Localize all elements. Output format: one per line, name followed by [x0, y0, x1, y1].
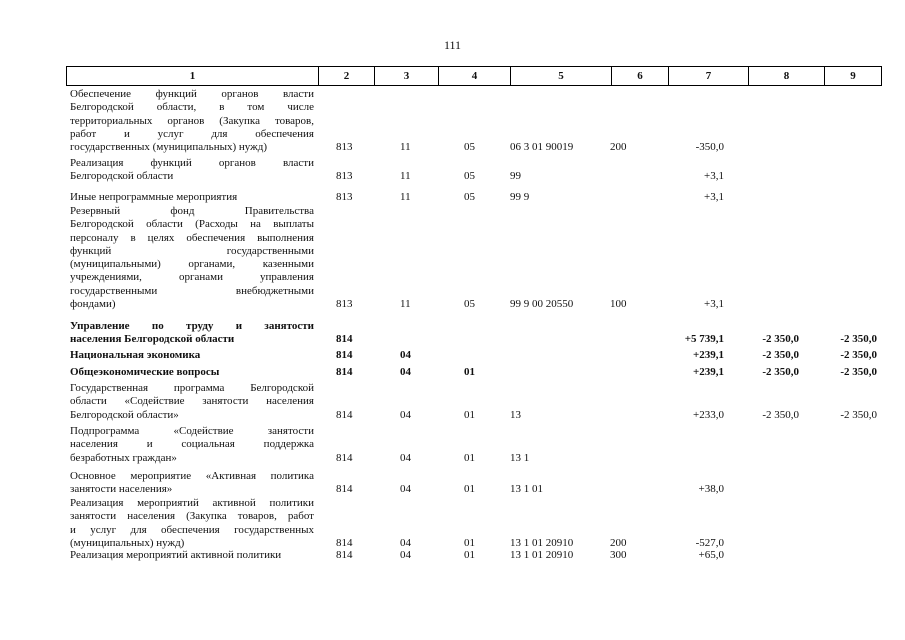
cell-c6: 200	[610, 536, 627, 549]
description-line: (муниципальными) органами, казенными	[70, 258, 314, 271]
cell-c2: 813	[336, 170, 353, 183]
cell-c9: -2 350,0	[840, 333, 877, 346]
description-line: безработных граждан»	[70, 451, 177, 464]
description-line: территориальных органов (Закупка товаров,	[70, 114, 314, 127]
description-line: Белгородской области»	[70, 408, 179, 421]
cell-c6: 100	[610, 298, 627, 311]
cell-c7: +65,0	[698, 549, 724, 561]
cell-c4: 01	[464, 408, 475, 421]
header-col-8: 8	[749, 67, 825, 86]
cell-c4: 01	[464, 483, 475, 496]
cell-c8: -2 350,0	[762, 349, 799, 361]
cell-c6: 300	[610, 549, 627, 561]
cell-c8: -2 350,0	[762, 366, 799, 378]
description-line: функций государственными	[70, 244, 314, 257]
cell-c4: 05	[464, 191, 475, 203]
description-line: Обеспечение функций органов власти	[70, 88, 314, 100]
description-line: государственными внебюджетными	[70, 284, 314, 297]
description-line: Реализация мероприятий активной политики	[70, 549, 282, 561]
cell-c7: +5 739,1	[684, 333, 724, 346]
cell-c8: -2 350,0	[762, 333, 799, 346]
cell-c3: 04	[400, 408, 411, 421]
row-description	[70, 549, 314, 562]
cell-c7: +3,1	[704, 170, 724, 183]
cell-c4: 01	[464, 536, 475, 549]
row-description	[70, 320, 314, 347]
cell-c2: 814	[336, 366, 353, 378]
description-line: работ и услуг для обеспечения	[70, 127, 314, 140]
cell-c5: 13	[510, 408, 521, 421]
description-line: Белгородской области, в том числе	[70, 101, 314, 114]
description-line: занятости населения (Закупка товаров, работ	[70, 510, 314, 523]
row-description	[70, 349, 314, 362]
cell-c8: -2 350,0	[762, 408, 799, 421]
cell-c9: -2 350,0	[840, 366, 877, 378]
cell-c3: 11	[400, 191, 411, 203]
cell-c3: 04	[400, 366, 411, 378]
description-line: Общеэкономические вопросы	[70, 366, 220, 378]
description-line: Резервный фонд Правительства	[70, 205, 314, 217]
cell-c4: 05	[464, 170, 475, 183]
cell-c2: 814	[336, 349, 353, 361]
cell-c7: +38,0	[698, 483, 724, 496]
row-description	[70, 157, 314, 184]
description-line: Реализация мероприятий активной политики	[70, 497, 314, 509]
description-line: Управление по труду и занятости	[70, 320, 314, 332]
description-line: Белгородской области	[70, 170, 174, 183]
description-line: фондами)	[70, 298, 116, 311]
cell-c6: 200	[610, 141, 627, 154]
header-col-2: 2	[319, 67, 375, 86]
cell-c3: 04	[400, 451, 411, 464]
row-description	[70, 88, 314, 154]
header-col-4: 4	[439, 67, 511, 86]
cell-c5: 13 1	[510, 451, 530, 464]
cell-c2: 814	[336, 451, 353, 464]
description-line: Основное мероприятие «Активная политика	[70, 470, 314, 482]
description-line: Государственная программа Белгородской	[70, 382, 314, 394]
cell-c7: +3,1	[704, 191, 724, 203]
cell-c5: 06 3 01 90019	[510, 141, 574, 154]
cell-c7: +239,1	[692, 366, 724, 378]
page-number: 111	[443, 38, 462, 52]
description-line: занятости населения»	[70, 483, 173, 496]
description-line: Белгородской области (Расходы на выплаты	[70, 218, 314, 231]
description-line: Реализация функций органов власти	[70, 157, 314, 169]
header-col-6: 6	[612, 67, 669, 86]
cell-c3: 04	[400, 483, 411, 496]
description-line: Подпрограмма «Содействие занятости	[70, 425, 314, 437]
cell-c3: 11	[400, 141, 411, 154]
description-line: населения и социальная поддержка	[70, 438, 314, 451]
cell-c9: -2 350,0	[840, 408, 877, 421]
cell-c2: 814	[336, 333, 353, 346]
cell-c7: +233,0	[693, 408, 724, 421]
table-header	[66, 66, 882, 86]
description-line: персоналу в целях обеспечения выполнения	[70, 231, 314, 244]
cell-c7: -350,0	[695, 141, 724, 154]
cell-c5: 99 9	[510, 191, 530, 203]
cell-c3: 11	[400, 298, 411, 311]
header-col-3: 3	[375, 67, 439, 86]
cell-c2: 814	[336, 549, 353, 561]
description-line: учреждениями, органами управления	[70, 271, 314, 284]
cell-c7: -527,0	[695, 536, 724, 549]
header-col-7: 7	[669, 67, 749, 86]
cell-c5: 13 1 01 20910	[510, 549, 574, 561]
cell-c3: 11	[400, 170, 411, 183]
cell-c3: 04	[400, 349, 411, 361]
cell-c2: 813	[336, 298, 353, 311]
cell-c5: 99	[510, 170, 521, 183]
cell-c9: -2 350,0	[840, 349, 877, 361]
row-description	[70, 382, 314, 422]
row-description	[70, 205, 314, 311]
cell-c5: 99 9 00 20550	[510, 298, 574, 311]
cell-c4: 05	[464, 298, 475, 311]
cell-c2: 814	[336, 536, 353, 549]
header-col-1: 1	[67, 67, 319, 86]
description-line: (муниципальных) нужд)	[70, 536, 185, 549]
description-line: населения Белгородской области	[70, 333, 235, 346]
cell-c2: 813	[336, 141, 353, 154]
cell-c4: 01	[464, 366, 475, 378]
cell-c2: 813	[336, 191, 353, 203]
row-description	[70, 191, 314, 204]
cell-c4: 05	[464, 141, 475, 154]
cell-c5: 13 1 01	[510, 483, 543, 496]
cell-c3: 04	[400, 536, 411, 549]
row-description	[70, 497, 314, 550]
cell-c4: 01	[464, 451, 475, 464]
cell-c2: 814	[336, 408, 353, 421]
description-line: государственных (муниципальных) нужд)	[70, 141, 267, 154]
row-description	[70, 470, 314, 497]
cell-c4: 01	[464, 549, 475, 561]
header-col-5: 5	[511, 67, 612, 86]
description-line: Национальная экономика	[70, 349, 201, 361]
description-line: Иные непрограммные мероприятия	[70, 191, 238, 203]
description-line: и услуг для обеспечения государственных	[70, 523, 314, 536]
header-col-9: 9	[825, 67, 882, 86]
row-description	[70, 366, 314, 379]
row-description	[70, 425, 314, 465]
cell-c5: 13 1 01 20910	[510, 536, 574, 549]
cell-c3: 04	[400, 549, 411, 561]
cell-c7: +3,1	[704, 298, 724, 311]
cell-c7: +239,1	[692, 349, 724, 361]
description-line: области «Содействие занятости населения	[70, 395, 314, 408]
cell-c2: 814	[336, 483, 353, 496]
